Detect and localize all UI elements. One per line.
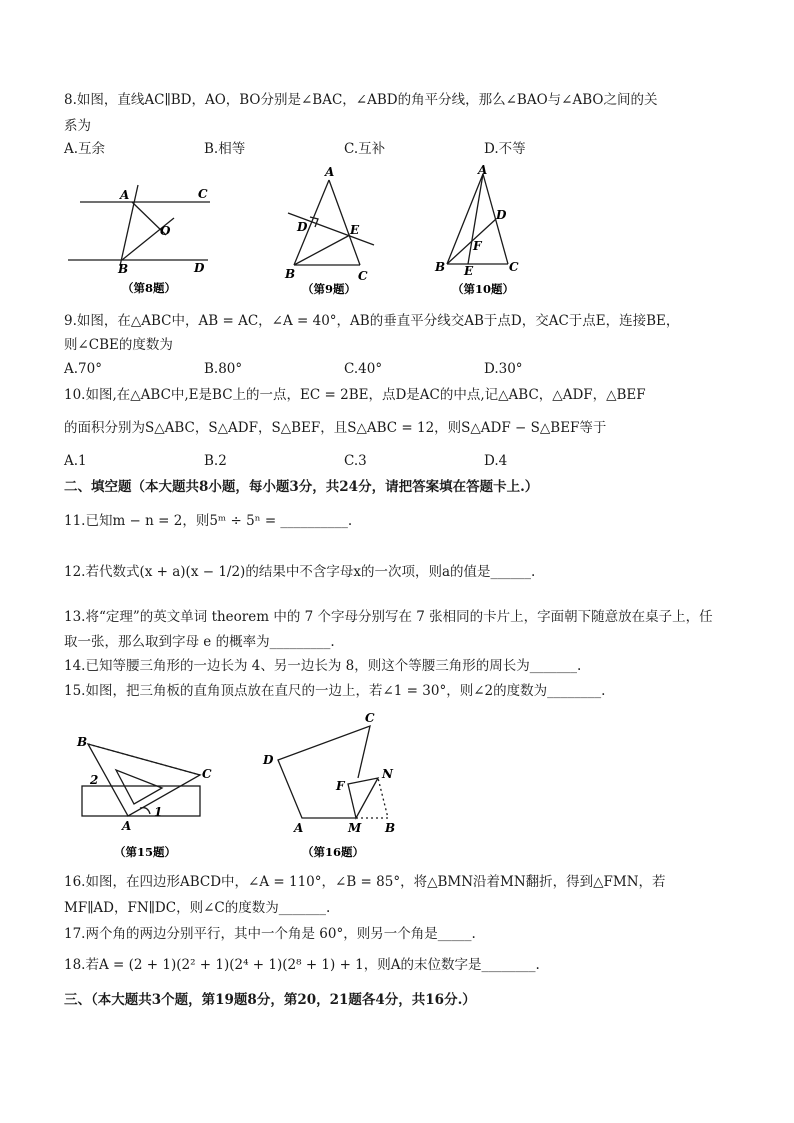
fig8-label-D: D xyxy=(194,261,205,275)
q8-option-d: D.不等 xyxy=(484,141,526,157)
section-2-heading: 二、填空题（本大题共8小题，每小题3分，共24分，请把答案填在答题卡上.） xyxy=(64,479,539,495)
q8-option-a: A.互余 xyxy=(64,141,106,157)
fig9-label-B: B xyxy=(285,267,296,281)
fig16-label-A: A xyxy=(294,821,304,835)
figure-15 xyxy=(70,728,230,863)
q8-option-c: C.互补 xyxy=(344,141,386,157)
fig10-label-B: B xyxy=(435,260,446,274)
fig15-label-A: A xyxy=(122,819,132,833)
q15: 15.如图，把三角板的直角顶点放在直尺的一边上，若∠1 = 30°，则∠2的度数为________. xyxy=(64,683,606,699)
fig16-label-C: C xyxy=(365,711,375,725)
q9-line1: 9.如图，在△ABC中，AB = AC，∠A = 40°，AB的垂直平分线交AB于点D，交AC于点E，连接BE， xyxy=(64,313,680,329)
section-3-heading: 三、（本大题共3个题，第19题8分，第20，21题各4分，共16分.） xyxy=(64,992,476,1008)
fig8-label-A: A xyxy=(120,188,130,202)
fig9-label-C: C xyxy=(358,269,368,283)
fig9-label-E: E xyxy=(350,223,360,237)
fig10-label-C: C xyxy=(509,260,519,274)
fig10-label-A: A xyxy=(478,163,488,177)
fig9-label-D: D xyxy=(297,220,308,234)
q8-option-b: B.相等 xyxy=(204,141,246,157)
fig15-label-C: C xyxy=(202,767,212,781)
fig15-label-2: 2 xyxy=(90,773,99,787)
fig16-label-F: F xyxy=(336,779,345,793)
q14: 14.已知等腰三角形的一边长为 4、另一边长为 8，则这个等腰三角形的周长为_______. xyxy=(64,658,582,674)
q10-option-a: A.1 xyxy=(64,453,87,469)
figure-9 xyxy=(280,165,390,300)
fig15-label-1: 1 xyxy=(154,805,163,819)
q13-line2: 取一张，那么取到字母 e 的概率为_________. xyxy=(64,634,335,650)
fig8-label-O: O xyxy=(160,224,171,238)
fig8-label-C: C xyxy=(198,187,208,201)
figure-10 xyxy=(430,162,530,300)
q9-option-d: D.30° xyxy=(484,361,523,377)
q9-option-b: B.80° xyxy=(204,361,243,377)
q8-line2: 系为 xyxy=(64,118,91,134)
fig16-caption: （第16题） xyxy=(302,845,365,859)
fig16-label-B: B xyxy=(385,821,396,835)
fig16-label-M: M xyxy=(348,821,362,835)
q11: 11.已知m − n = 2，则5ᵐ ÷ 5ⁿ = __________. xyxy=(64,513,353,529)
q8-line1: 8.如图，直线AC∥BD，AO，BO分别是∠BAC，∠ABD的角平分线，那么∠BAO与∠ABO之间的关 xyxy=(64,92,658,108)
fig10-label-D: D xyxy=(496,208,507,222)
q10-option-c: C.3 xyxy=(344,453,367,469)
figure-8 xyxy=(60,180,220,300)
q10-line2: 的面积分别为S△ABC，S△ADF，S△BEF，且S△ABC = 12，则S△ADF − S△BEF等于 xyxy=(64,420,607,436)
figure-16 xyxy=(260,708,410,863)
q9-line2: 则∠CBE的度数为 xyxy=(64,337,173,353)
fig10-label-E: E xyxy=(464,264,474,278)
q10-line1: 10.如图,在△ABC中,E是BC上的一点，EC = 2BE，点D是AC的中点,记△ABC，△ADF，△BEF xyxy=(64,387,646,403)
fig15-caption: （第15题） xyxy=(114,845,177,859)
fig9-label-A: A xyxy=(325,165,335,179)
q10-option-b: B.2 xyxy=(204,453,227,469)
fig15-label-B: B xyxy=(77,735,88,749)
fig8-caption: （第8题） xyxy=(122,281,177,295)
q9-option-a: A.70° xyxy=(64,361,102,377)
q17: 17.两个角的两边分别平行，其中一个角是 60°，则另一个角是_____. xyxy=(64,926,476,942)
q9-option-c: C.40° xyxy=(344,361,383,377)
fig8-label-B: B xyxy=(118,262,129,276)
q16-line1: 16.如图，在四边形ABCD中，∠A = 110°，∠B = 85°，将△BMN沿着MN翻折，得到△FMN，若 xyxy=(64,874,666,890)
fig10-label-F: F xyxy=(473,239,482,253)
q13-line1: 13.将“定理”的英文单词 theorem 中的 7 个字母分别写在 7 张相同的卡片上，字面朝下随意放在桌子上，任 xyxy=(64,609,713,625)
q16-line2: MF∥AD，FN∥DC，则∠C的度数为_______. xyxy=(64,900,331,916)
fig16-label-N: N xyxy=(382,767,393,781)
fig16-label-D: D xyxy=(263,753,274,767)
fig10-caption: （第10题） xyxy=(452,282,515,296)
q10-option-d: D.4 xyxy=(484,453,508,469)
q18: 18.若A = (2 + 1)(2² + 1)(2⁴ + 1)(2⁸ + 1) + 1，则A的末位数字是________. xyxy=(64,957,540,973)
q12: 12.若代数式(x + a)(x − 1/2)的结果中不含字母x的一次项，则a的值是______. xyxy=(64,564,536,580)
fig9-caption: （第9题） xyxy=(302,282,357,296)
